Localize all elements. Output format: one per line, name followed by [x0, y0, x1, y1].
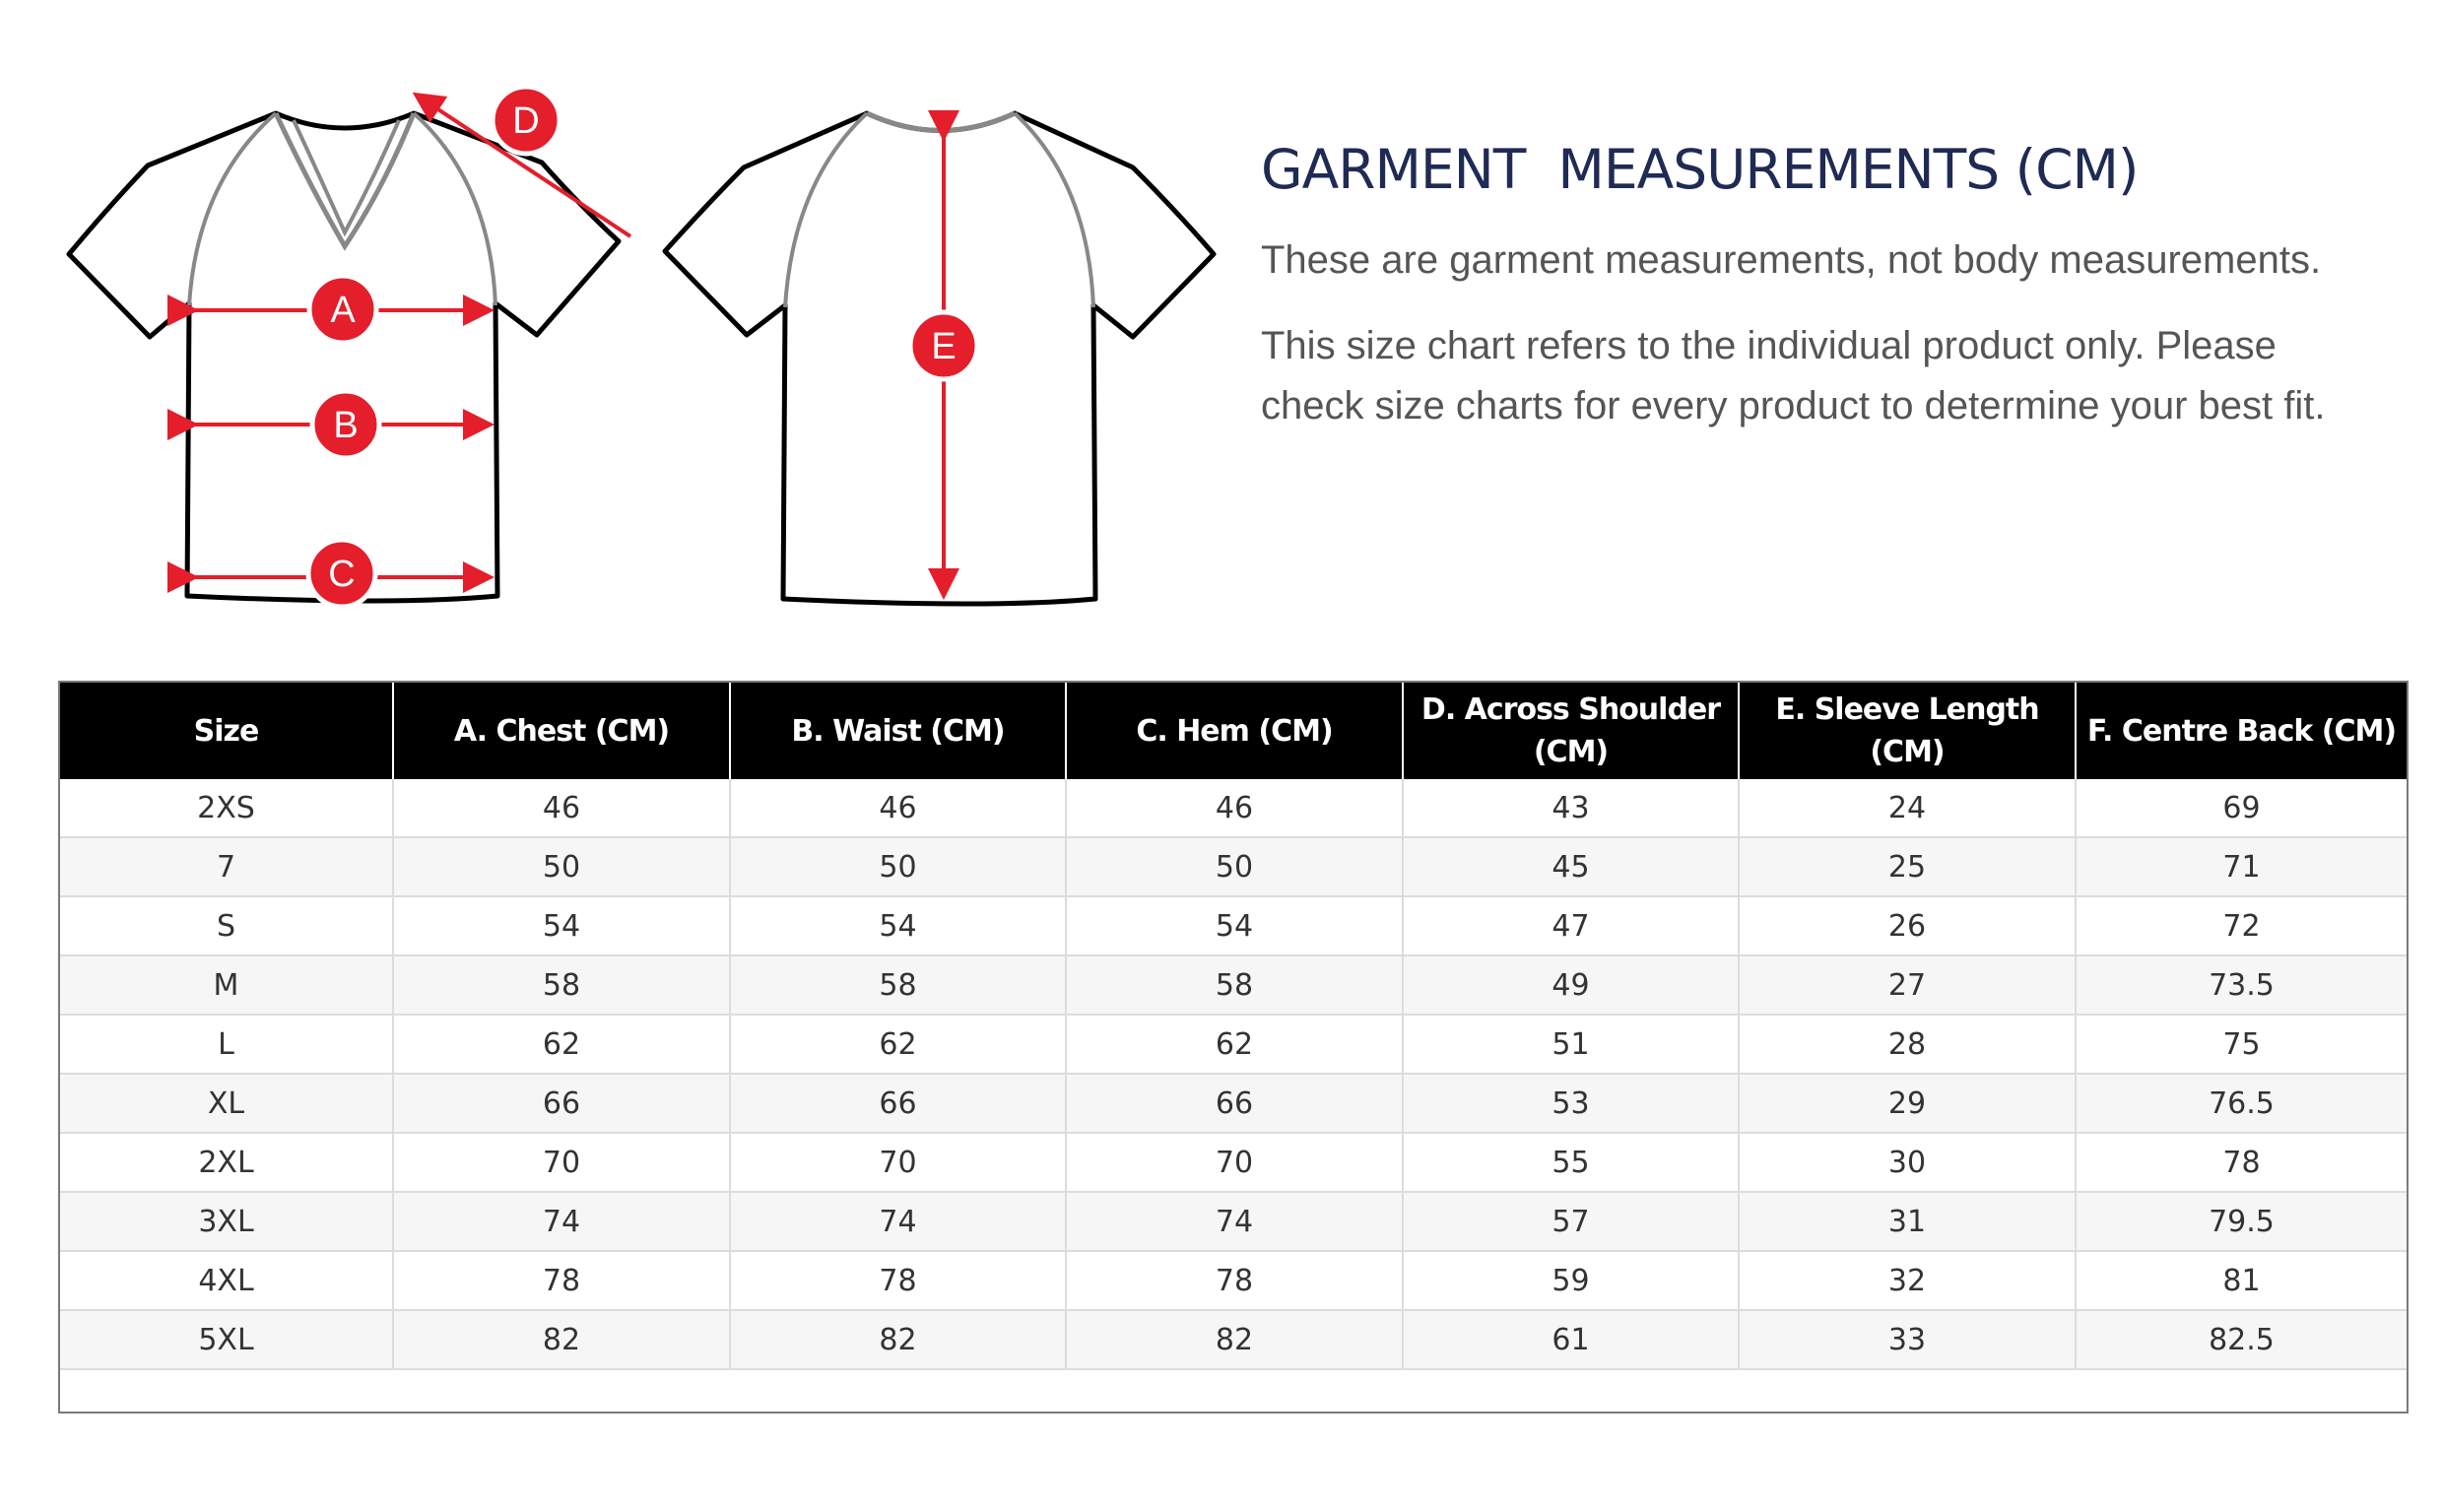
- table-cell: 29: [1739, 1074, 2076, 1133]
- page-title: GARMENT MEASUREMENTS (CM): [1261, 138, 2139, 201]
- table-cell: 78: [393, 1251, 730, 1310]
- table-cell: S: [60, 896, 393, 955]
- header-across-shoulder: D. Across Shoulder (CM): [1403, 683, 1739, 779]
- table-row: [60, 1133, 2407, 1192]
- table-row: [60, 1074, 2407, 1133]
- table-cell: 78: [1066, 1251, 1403, 1310]
- table-cell: 51: [1403, 1015, 1739, 1074]
- table-cell: 74: [730, 1192, 1066, 1251]
- table-cell: 55: [1403, 1133, 1739, 1192]
- front-shirt: [69, 113, 619, 601]
- table-cell: 53: [1403, 1074, 1739, 1133]
- table-row: [60, 955, 2407, 1015]
- header-chest: A. Chest (CM): [393, 683, 730, 779]
- table-cell: 27: [1739, 955, 2076, 1015]
- table-cell: 76.5: [2076, 1074, 2407, 1133]
- marker-b: [312, 391, 379, 458]
- fit-note: This size chart refers to the individual product only. Please check size charts for every product to determine your best fit.: [1261, 324, 2326, 427]
- marker-d: [493, 87, 560, 154]
- table-cell: 31: [1739, 1192, 2076, 1251]
- table-cell: 70: [1066, 1133, 1403, 1192]
- table-cell: 62: [1066, 1015, 1403, 1074]
- table-cell: 74: [1066, 1192, 1403, 1251]
- table-cell: 78: [730, 1251, 1066, 1310]
- table-cell: 78: [2076, 1133, 2407, 1192]
- table-row: [60, 1310, 2407, 1369]
- table-cell: 62: [730, 1015, 1066, 1074]
- marker-b-label: B: [333, 405, 359, 446]
- table-cell: 82: [730, 1310, 1066, 1369]
- header-size: Size: [60, 683, 393, 779]
- table-cell: 7: [60, 837, 393, 896]
- table-cell: 2XS: [60, 779, 393, 837]
- table-cell: 30: [1739, 1133, 2076, 1192]
- table-cell: 50: [393, 837, 730, 896]
- table-cell: 79.5: [2076, 1192, 2407, 1251]
- table-cell: 57: [1403, 1192, 1739, 1251]
- table-cell: 28: [1739, 1015, 2076, 1074]
- table-cell: 66: [1066, 1074, 1403, 1133]
- measurement-note: These are garment measurements, not body measurements.: [1261, 238, 2322, 282]
- table-cell: 61: [1403, 1310, 1739, 1369]
- header-centre-back: F. Centre Back (CM): [2076, 683, 2407, 779]
- table-cell: 54: [393, 896, 730, 955]
- table-cell: 45: [1403, 837, 1739, 896]
- table-cell: 43: [1403, 779, 1739, 837]
- table-cell: 32: [1739, 1251, 2076, 1310]
- size-table: [60, 683, 2407, 1370]
- table-cell: 46: [1066, 779, 1403, 837]
- table-cell: 2XL: [60, 1133, 393, 1192]
- table-cell: 46: [393, 779, 730, 837]
- table-cell: 25: [1739, 837, 2076, 896]
- table-cell: 66: [393, 1074, 730, 1133]
- table-cell: 70: [730, 1133, 1066, 1192]
- table-header-row: [60, 683, 2407, 779]
- table-row: [60, 779, 2407, 837]
- table-cell: 58: [1066, 955, 1403, 1015]
- table-cell: L: [60, 1015, 393, 1074]
- table-row: [60, 837, 2407, 896]
- table-cell: 58: [393, 955, 730, 1015]
- table-cell: 5XL: [60, 1310, 393, 1369]
- table-cell: 82: [393, 1310, 730, 1369]
- table-cell: 49: [1403, 955, 1739, 1015]
- table-cell: 24: [1739, 779, 2076, 837]
- table-cell: 50: [730, 837, 1066, 896]
- marker-d-label: D: [512, 100, 540, 142]
- table-cell: 54: [730, 896, 1066, 955]
- table-cell: 82: [1066, 1310, 1403, 1369]
- table-cell: 73.5: [2076, 955, 2407, 1015]
- marker-c: [308, 540, 375, 607]
- table-cell: 66: [730, 1074, 1066, 1133]
- table-row: [60, 1015, 2407, 1074]
- header-waist: B. Waist (CM): [730, 683, 1066, 779]
- table-cell: 33: [1739, 1310, 2076, 1369]
- table-cell: 62: [393, 1015, 730, 1074]
- table-cell: 81: [2076, 1251, 2407, 1310]
- table-cell: 4XL: [60, 1251, 393, 1310]
- table-cell: 75: [2076, 1015, 2407, 1074]
- table-cell: 70: [393, 1133, 730, 1192]
- table-cell: 46: [730, 779, 1066, 837]
- header-hem: C. Hem (CM): [1066, 683, 1403, 779]
- table-cell: 50: [1066, 837, 1403, 896]
- table-cell: 71: [2076, 837, 2407, 896]
- table-row: [60, 1192, 2407, 1251]
- table-cell: 59: [1403, 1251, 1739, 1310]
- table-cell: 72: [2076, 896, 2407, 955]
- table-cell: XL: [60, 1074, 393, 1133]
- garment-diagram: [0, 0, 1222, 630]
- table-cell: 74: [393, 1192, 730, 1251]
- table-cell: 54: [1066, 896, 1403, 955]
- info-panel: [1261, 138, 2384, 462]
- table-cell: M: [60, 955, 393, 1015]
- marker-c-label: C: [328, 554, 356, 595]
- table-cell: 26: [1739, 896, 2076, 955]
- table-row: [60, 896, 2407, 955]
- table-cell: 82.5: [2076, 1310, 2407, 1369]
- table-row: [60, 1251, 2407, 1310]
- size-table-container: [58, 681, 2409, 1413]
- table-cell: 3XL: [60, 1192, 393, 1251]
- header-sleeve-length: E. Sleeve Length (CM): [1739, 683, 2076, 779]
- marker-e-label: E: [931, 326, 957, 367]
- table-cell: 47: [1403, 896, 1739, 955]
- marker-a-label: A: [330, 290, 356, 331]
- marker-a: [309, 276, 376, 343]
- marker-e: [910, 312, 977, 379]
- table-cell: 58: [730, 955, 1066, 1015]
- table-cell: 69: [2076, 779, 2407, 837]
- table-body: [60, 779, 2407, 1369]
